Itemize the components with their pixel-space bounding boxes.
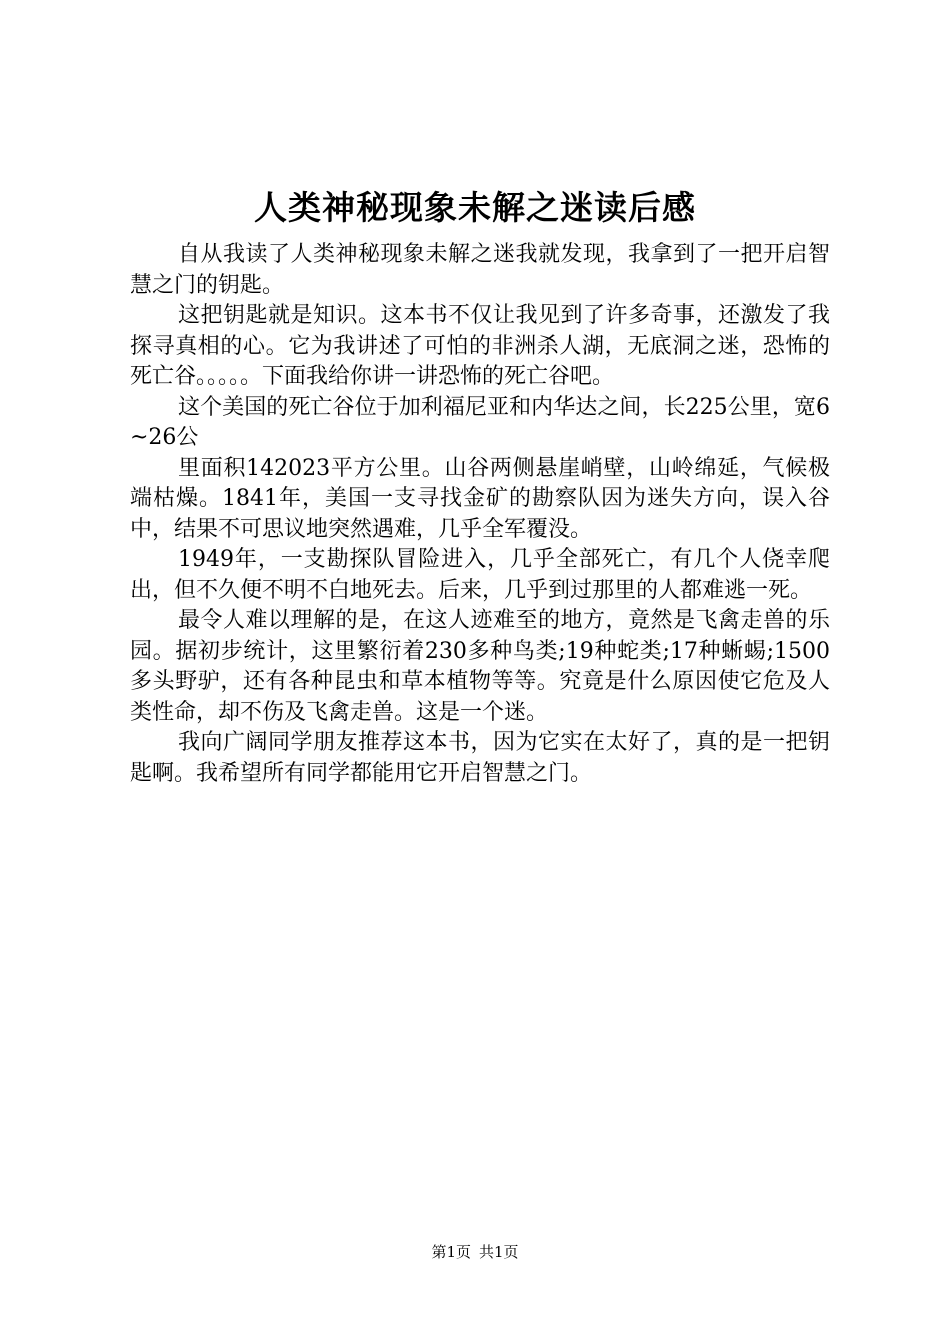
page-number: 第1页: [431, 1243, 471, 1261]
paragraph: 最令人难以理解的是，在这人迹难至的地方，竟然是飞禽走兽的乐园。据初步统计，这里繁衍着230多种鸟类;19种蛇类;17种蜥蜴;1500多头野驴，还有各种昆虫和草本植物等等。究竟是什么原因使它危及人类性命，却不伤及飞禽走兽。这是一个迷。: [130, 608, 830, 725]
paragraph: 自从我读了人类神秘现象未解之迷我就发现，我拿到了一把开启智慧之门的钥匙。: [130, 242, 830, 298]
paragraph: 这把钥匙就是知识。这本书不仅让我见到了许多奇事，还激发了我探寻真相的心。它为我讲述了可怕的非洲杀人湖，无底洞之迷，恐怖的死亡谷。。。。。下面我给你讲一讲恐怖的死亡谷吧。: [130, 303, 830, 389]
paragraph: 这个美国的死亡谷位于加利福尼亚和内华达之间，长225公里，宽6~26公: [130, 394, 830, 450]
document-title: 人类神秘现象未解之迷读后感: [254, 188, 696, 227]
page-total: 共1页: [479, 1243, 519, 1261]
page-footer: [0, 1242, 950, 1262]
paragraph: 1949年，一支勘探队冒险进入，几乎全部死亡，有几个人侥幸爬出，但不久便不明不白地死去。后来，几乎到过那里的人都难逃一死。: [130, 547, 830, 603]
paragraph: 我向广阔同学朋友推荐这本书，因为它实在太好了，真的是一把钥匙啊。我希望所有同学都能用它开启智慧之门。: [130, 730, 830, 786]
paragraph: 里面积142023平方公里。山谷两侧悬崖峭壁，山岭绵延，气候极端枯燥。1841年，美国一支寻找金矿的勘察队因为迷失方向，误入谷中，结果不可思议地突然遇难，几乎全军覆没。: [130, 455, 830, 542]
document-body: [130, 240, 830, 789]
